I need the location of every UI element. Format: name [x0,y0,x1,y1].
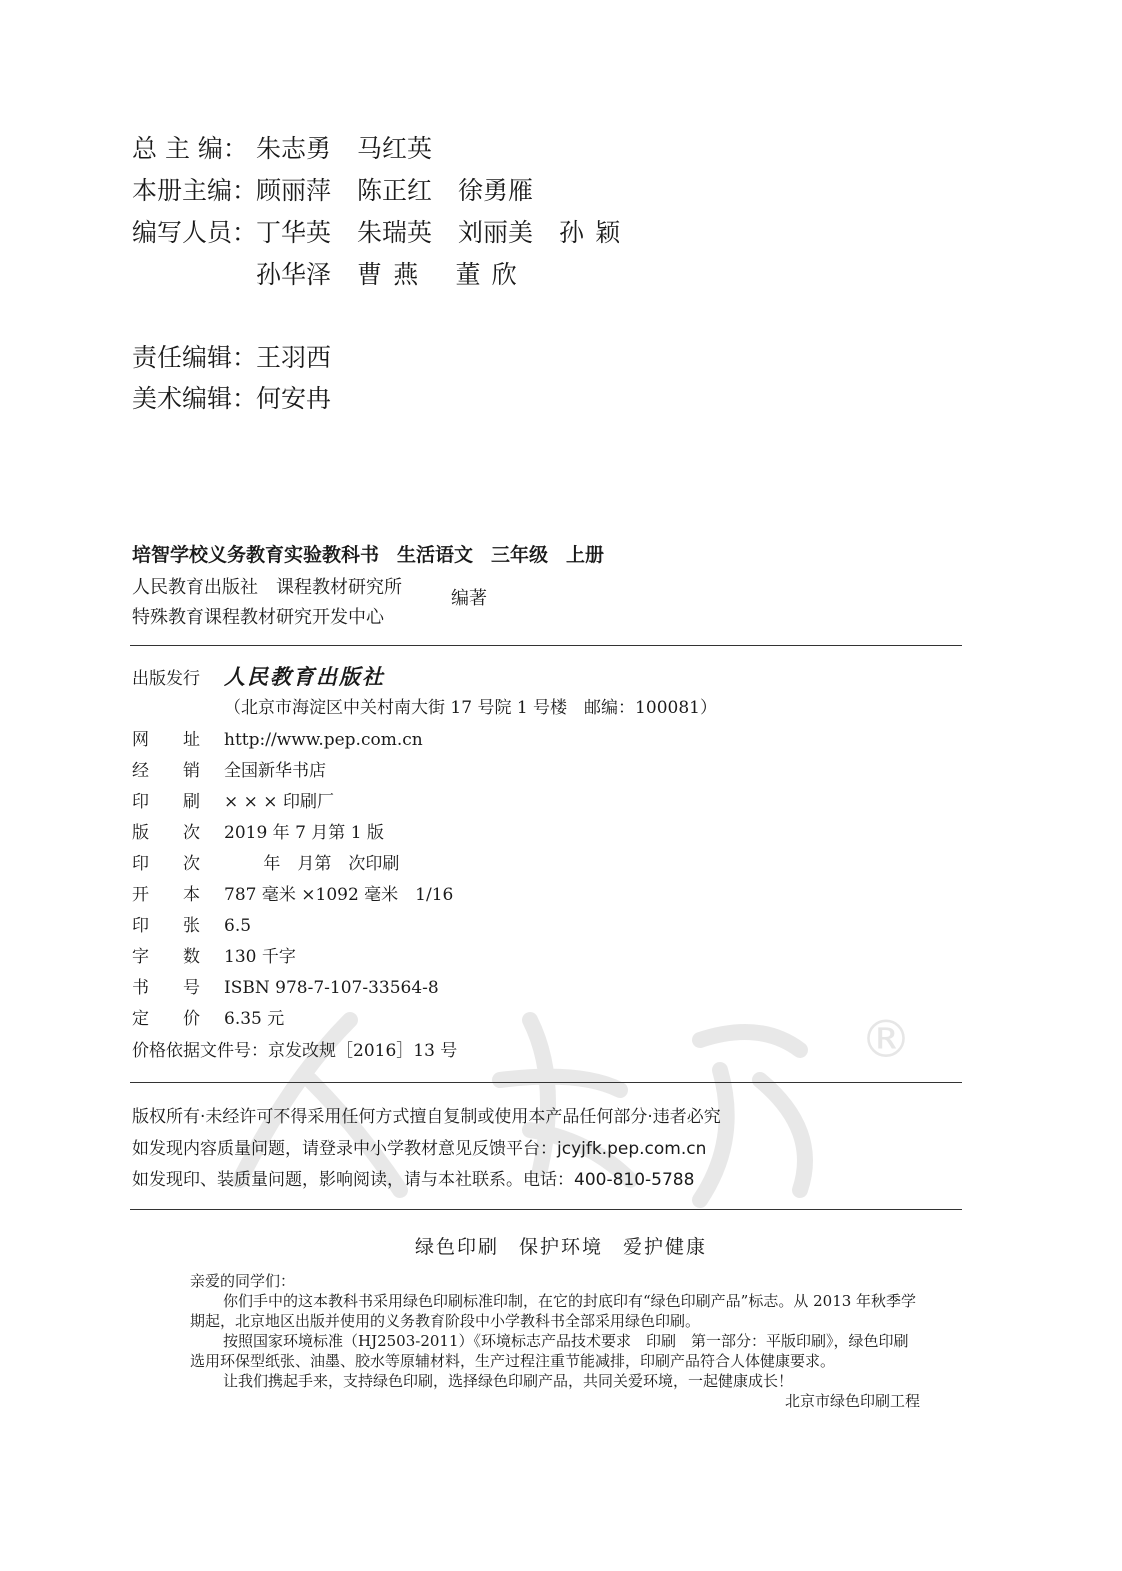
volume-chief-label: 本册主编： [132,176,258,205]
writer-name: 刘丽美 [458,218,534,247]
writer-name: 董欣 [455,260,529,289]
colophon-row [132,822,384,844]
colophon-row [132,884,453,906]
price-basis: 价格依据文件号：京发改规［2016］13 号 [132,1041,458,1061]
row-value: 6.5 [224,916,252,936]
letter-signature: 北京市绿色印刷工程 [784,1392,920,1410]
chief-editor-line [132,134,458,164]
editor-name: 陈正红 [357,176,433,205]
letter-paragraph: 让我们携起手来，支持绿色印刷，选择绿色印刷产品，共同关爱环境，一起健康成长！ [223,1372,794,1390]
writer-name: 孙颖 [559,218,632,247]
row-label: 书 号 [132,978,200,998]
colophon-row [132,853,399,875]
address: （北京市海淀区中关村南大街 17 号院 1 号楼 邮编：100081） [224,698,717,718]
row-label: 印 次 [132,854,200,874]
publisher-line-1: 人民教育出版社 课程教材研究所 [132,577,402,598]
row-value: 787 毫米 ×1092 毫米 1/16 [224,885,454,905]
website-link[interactable]: http://www.pep.com.cn [224,730,423,750]
responsible-editor-line [132,343,357,373]
row-label: 版 次 [132,823,200,843]
publisher-label: 出版发行 [132,669,200,689]
row-label: 网 址 [132,730,200,750]
row-label: 经 销 [132,761,200,781]
writer-name: 朱瑞英 [357,218,433,247]
writer-name: 曹燕 [357,260,430,289]
publisher-row [132,666,385,690]
row-value: 年 月第 次印刷 [224,854,400,874]
row-label: 印 张 [132,916,200,936]
divider [130,1209,962,1210]
row-value: 全国新华书店 [224,761,326,781]
row-label: 开 本 [132,885,200,905]
subject: 生活语文 [397,544,474,566]
publisher-logo: 人民教育出版社 [224,664,385,689]
green-printing-letter [190,1271,920,1411]
row-value: 2019 年 7 月第 1 版 [224,823,384,843]
contact-notice: 如发现印、装质量问题，影响阅读，请与本社联系。电话：400-810-5788 [132,1170,695,1190]
heading-part: 保护环境 [518,1236,603,1258]
divider [130,645,962,646]
colophon-row [132,729,423,751]
colophon-row [132,946,296,968]
editor-name: 徐勇雁 [458,176,534,205]
heading-part: 绿色印刷 [414,1236,499,1258]
colophon-row [132,915,251,937]
editor-name: 朱志勇 [256,134,332,163]
writers-line-2 [132,260,554,290]
row-value: 6.35 元 [224,1009,285,1029]
row-label: 印 刷 [132,792,200,812]
volume-chief-editor-line [132,176,559,206]
colophon-row [132,977,439,999]
book-title [132,540,622,567]
row-label: 定 价 [132,1009,200,1029]
art-editor-line [132,384,357,414]
writer-name: 丁华英 [256,218,332,247]
publisher-line-2: 特殊教育课程教材研究开发中心 [132,607,384,628]
chief-editor-label: 总 主 编： [132,134,248,163]
writers-line-1 [132,218,658,248]
feedback-notice: 如发现内容质量问题，请登录中小学教材意见反馈平台：jcyjfk.pep.com.cn [132,1139,707,1159]
divider [130,1082,962,1083]
responsible-editor-label: 责任编辑： [132,343,258,372]
editor-name: 何安冉 [256,384,332,413]
colophon-row [132,760,326,782]
colophon-row [132,791,334,813]
heading-part: 爱护健康 [623,1236,708,1258]
writer-name: 孙华泽 [256,260,332,289]
art-editor-label: 美术编辑： [132,384,258,413]
copyright-notice: 版权所有·未经许可不得采用任何方式擅自复制或使用本产品任何部分·违者必究 [132,1107,721,1127]
series-title: 培智学校义务教育实验教科书 [132,544,380,566]
row-value: 130 千字 [224,947,296,967]
compile-label: 编著 [451,588,487,609]
colophon-row [132,1008,284,1030]
row-label: 字 数 [132,947,200,967]
editor-name: 顾丽萍 [256,176,332,205]
letter-paragraph: 按照国家环境标准（HJ2503-2011）《环境标志产品技术要求 印刷 第一部分：平版印刷》，绿色印刷选用环保型纸张、油墨、胶水等原辅材料，生产过程注重节能减排，印刷产品符合人体健康要求。 [190,1332,909,1370]
editor-name: 马红英 [357,134,433,163]
editor-name: 王羽西 [256,343,332,372]
letter-greeting: 亲爱的同学们： [190,1272,296,1290]
grade: 三年级 [491,544,549,566]
writers-label: 编写人员： [132,218,258,247]
row-value: × × × 印刷厂 [224,792,334,812]
row-value: ISBN 978-7-107-33564-8 [224,978,439,998]
letter-paragraph: 你们手中的这本教科书采用绿色印刷标准印制，在它的封底印有“绿色印刷产品”标志。从 2013 年秋季学期起，北京地区出版并使用的义务教育阶段中小学教科书全部采用绿色印刷。 [190,1292,917,1330]
green-printing-heading [0,1232,1122,1259]
volume: 上册 [566,544,605,566]
registered-mark: ® [860,1010,912,1070]
